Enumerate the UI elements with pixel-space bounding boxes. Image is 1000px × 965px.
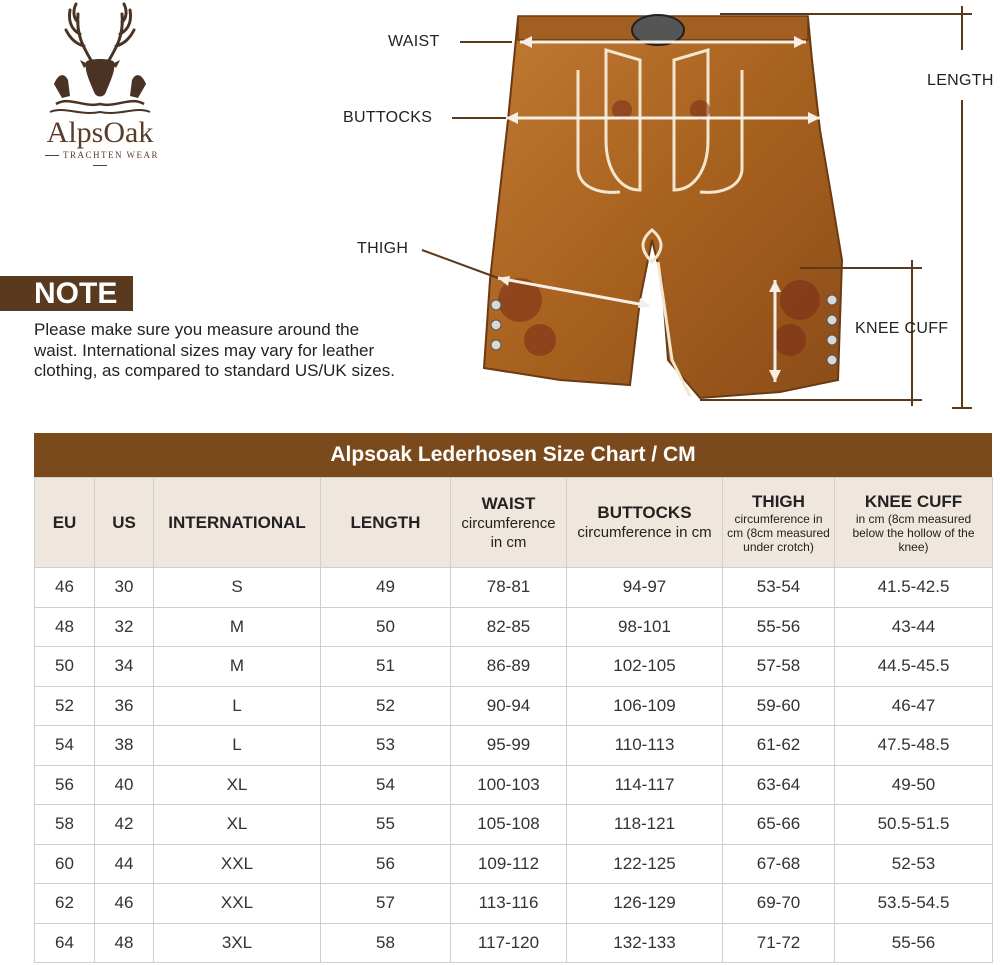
cell-length: 53 xyxy=(321,726,451,766)
cell-international: L xyxy=(154,726,321,766)
cell-buttocks: 126-129 xyxy=(567,884,723,924)
cell-thigh: 65-66 xyxy=(723,805,835,845)
cell-waist: 82-85 xyxy=(451,607,567,647)
header-waist-title: WAIST xyxy=(481,493,536,513)
cell-thigh: 71-72 xyxy=(723,923,835,963)
cell-length: 58 xyxy=(321,923,451,963)
cell-thigh: 69-70 xyxy=(723,884,835,924)
lederhosen-image xyxy=(484,15,842,398)
cell-us: 34 xyxy=(95,647,154,687)
cell-waist: 105-108 xyxy=(451,805,567,845)
cell-us: 30 xyxy=(95,568,154,608)
cell-international: L xyxy=(154,686,321,726)
label-thigh: THIGH xyxy=(357,240,409,257)
header-thigh xyxy=(723,478,835,568)
cell-knee-cuff: 52-53 xyxy=(835,844,993,884)
label-knee-cuff: KNEE CUFF xyxy=(855,320,949,337)
size-table-body xyxy=(35,568,993,963)
cell-us: 32 xyxy=(95,607,154,647)
cell-knee-cuff: 41.5-42.5 xyxy=(835,568,993,608)
cell-eu: 46 xyxy=(35,568,95,608)
header-knee-cuff xyxy=(835,478,993,568)
note-text: Please make sure you measure around the waist. International sizes may vary for leather clothing, as compared to standard US/UK sizes. xyxy=(34,320,395,380)
cell-length: 51 xyxy=(321,647,451,687)
cell-buttocks: 114-117 xyxy=(567,765,723,805)
table-row xyxy=(35,884,993,924)
cell-thigh: 59-60 xyxy=(723,686,835,726)
cell-eu: 60 xyxy=(35,844,95,884)
cell-us: 38 xyxy=(95,726,154,766)
cell-knee-cuff: 53.5-54.5 xyxy=(835,884,993,924)
cell-us: 40 xyxy=(95,765,154,805)
cell-buttocks: 110-113 xyxy=(567,726,723,766)
cell-waist: 90-94 xyxy=(451,686,567,726)
header-waist xyxy=(451,478,567,568)
cell-length: 55 xyxy=(321,805,451,845)
cell-buttocks: 98-101 xyxy=(567,607,723,647)
cell-international: XXL xyxy=(154,844,321,884)
cell-eu: 64 xyxy=(35,923,95,963)
cell-international: M xyxy=(154,607,321,647)
cell-knee-cuff: 46-47 xyxy=(835,686,993,726)
table-row xyxy=(35,765,993,805)
cell-international: 3XL xyxy=(154,923,321,963)
table-row xyxy=(35,686,993,726)
cell-length: 50 xyxy=(321,607,451,647)
cell-buttocks: 94-97 xyxy=(567,568,723,608)
header-buttocks-sub: circumference in cm xyxy=(577,524,712,541)
cell-knee-cuff: 50.5-51.5 xyxy=(835,805,993,845)
cell-waist: 113-116 xyxy=(451,884,567,924)
cell-length: 56 xyxy=(321,844,451,884)
cell-waist: 100-103 xyxy=(451,765,567,805)
size-chart-title: Alpsoak Lederhosen Size Chart / CM xyxy=(34,433,992,477)
cell-waist: 95-99 xyxy=(451,726,567,766)
cell-waist: 109-112 xyxy=(451,844,567,884)
header-thigh-sub: circumference in cm (8cm measured under crotch) xyxy=(727,511,830,554)
header-buttocks xyxy=(567,478,723,568)
cell-international: XXL xyxy=(154,884,321,924)
cell-thigh: 61-62 xyxy=(723,726,835,766)
table-row xyxy=(35,568,993,608)
cell-thigh: 55-56 xyxy=(723,607,835,647)
cell-length: 49 xyxy=(321,568,451,608)
header-buttocks-title: BUTTOCKS xyxy=(597,503,692,522)
cell-eu: 54 xyxy=(35,726,95,766)
note-heading: NOTE xyxy=(0,276,133,311)
size-table xyxy=(34,477,993,963)
cell-eu: 50 xyxy=(35,647,95,687)
cell-us: 46 xyxy=(95,884,154,924)
cell-buttocks: 122-125 xyxy=(567,844,723,884)
cell-us: 44 xyxy=(95,844,154,884)
table-row xyxy=(35,923,993,963)
cell-us: 42 xyxy=(95,805,154,845)
cell-eu: 62 xyxy=(35,884,95,924)
cell-buttocks: 106-109 xyxy=(567,686,723,726)
cell-us: 36 xyxy=(95,686,154,726)
cell-length: 54 xyxy=(321,765,451,805)
header-length: LENGTH xyxy=(321,478,451,568)
label-waist: WAIST xyxy=(388,33,440,50)
cell-eu: 58 xyxy=(35,805,95,845)
cell-us: 48 xyxy=(95,923,154,963)
cell-international: M xyxy=(154,647,321,687)
header-knee-cuff-title: KNEE CUFF xyxy=(864,491,963,511)
cell-waist: 78-81 xyxy=(451,568,567,608)
cell-eu: 48 xyxy=(35,607,95,647)
cell-buttocks: 102-105 xyxy=(567,647,723,687)
table-header-row xyxy=(35,478,993,568)
cell-knee-cuff: 43-44 xyxy=(835,607,993,647)
cell-waist: 86-89 xyxy=(451,647,567,687)
cell-international: XL xyxy=(154,765,321,805)
cell-waist: 117-120 xyxy=(451,923,567,963)
label-length: LENGTH xyxy=(927,72,994,89)
header-us: US xyxy=(95,478,154,568)
header-waist-sub: circumference in cm xyxy=(461,514,556,551)
cell-knee-cuff: 47.5-48.5 xyxy=(835,726,993,766)
header-thigh-title: THIGH xyxy=(752,491,805,511)
cell-thigh: 67-68 xyxy=(723,844,835,884)
table-row xyxy=(35,607,993,647)
cell-buttocks: 132-133 xyxy=(567,923,723,963)
table-row xyxy=(35,805,993,845)
cell-length: 52 xyxy=(321,686,451,726)
header-knee-cuff-sub: in cm (8cm measured below the hollow of the knee) xyxy=(852,511,975,554)
cell-international: S xyxy=(154,568,321,608)
cell-buttocks: 118-121 xyxy=(567,805,723,845)
table-row xyxy=(35,726,993,766)
cell-knee-cuff: 49-50 xyxy=(835,765,993,805)
size-chart xyxy=(34,433,992,963)
cell-eu: 56 xyxy=(35,765,95,805)
cell-international: XL xyxy=(154,805,321,845)
cell-thigh: 57-58 xyxy=(723,647,835,687)
header-international: INTERNATIONAL xyxy=(154,478,321,568)
header-eu: EU xyxy=(35,478,95,568)
brand-name: AlpsOak xyxy=(46,116,154,149)
cell-knee-cuff: 55-56 xyxy=(835,923,993,963)
cell-knee-cuff: 44.5-45.5 xyxy=(835,647,993,687)
table-row xyxy=(35,844,993,884)
table-row xyxy=(35,647,993,687)
cell-length: 57 xyxy=(321,884,451,924)
cell-eu: 52 xyxy=(35,686,95,726)
cell-thigh: 63-64 xyxy=(723,765,835,805)
brand-tagline: TRACHTEN WEAR xyxy=(30,150,170,170)
label-buttocks: BUTTOCKS xyxy=(343,109,433,126)
cell-thigh: 53-54 xyxy=(723,568,835,608)
